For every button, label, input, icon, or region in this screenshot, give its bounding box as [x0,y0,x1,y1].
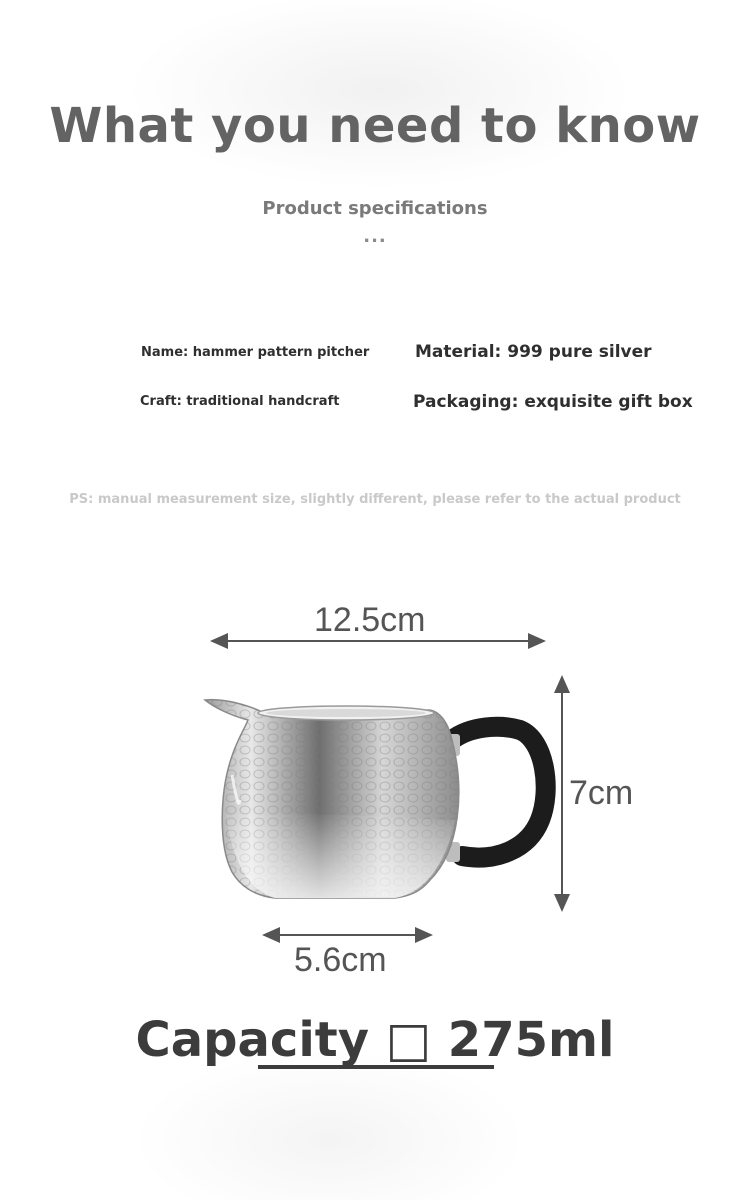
measurement-note: PS: manual measurement size, slightly different, please refer to the actual product [69,492,681,507]
spec-packaging: Packaging: exquisite gift box [413,392,693,412]
capacity-label: Capacity □ 275ml [135,1012,615,1068]
section-subtitle: Product specifications [262,198,488,219]
spec-craft: Craft: traditional handcraft [140,394,340,409]
width-label: 12.5cm [314,601,426,639]
base-label: 5.6cm [294,941,387,979]
height-label: 7cm [569,774,634,812]
silver-pitcher [205,700,459,898]
pitcher-handle [446,727,546,862]
page-title: What you need to know [49,98,701,154]
spec-name: Name: hammer pattern pitcher [141,345,370,360]
ellipsis-divider: ... [363,226,387,247]
spec-material: Material: 999 pure silver [415,342,652,362]
